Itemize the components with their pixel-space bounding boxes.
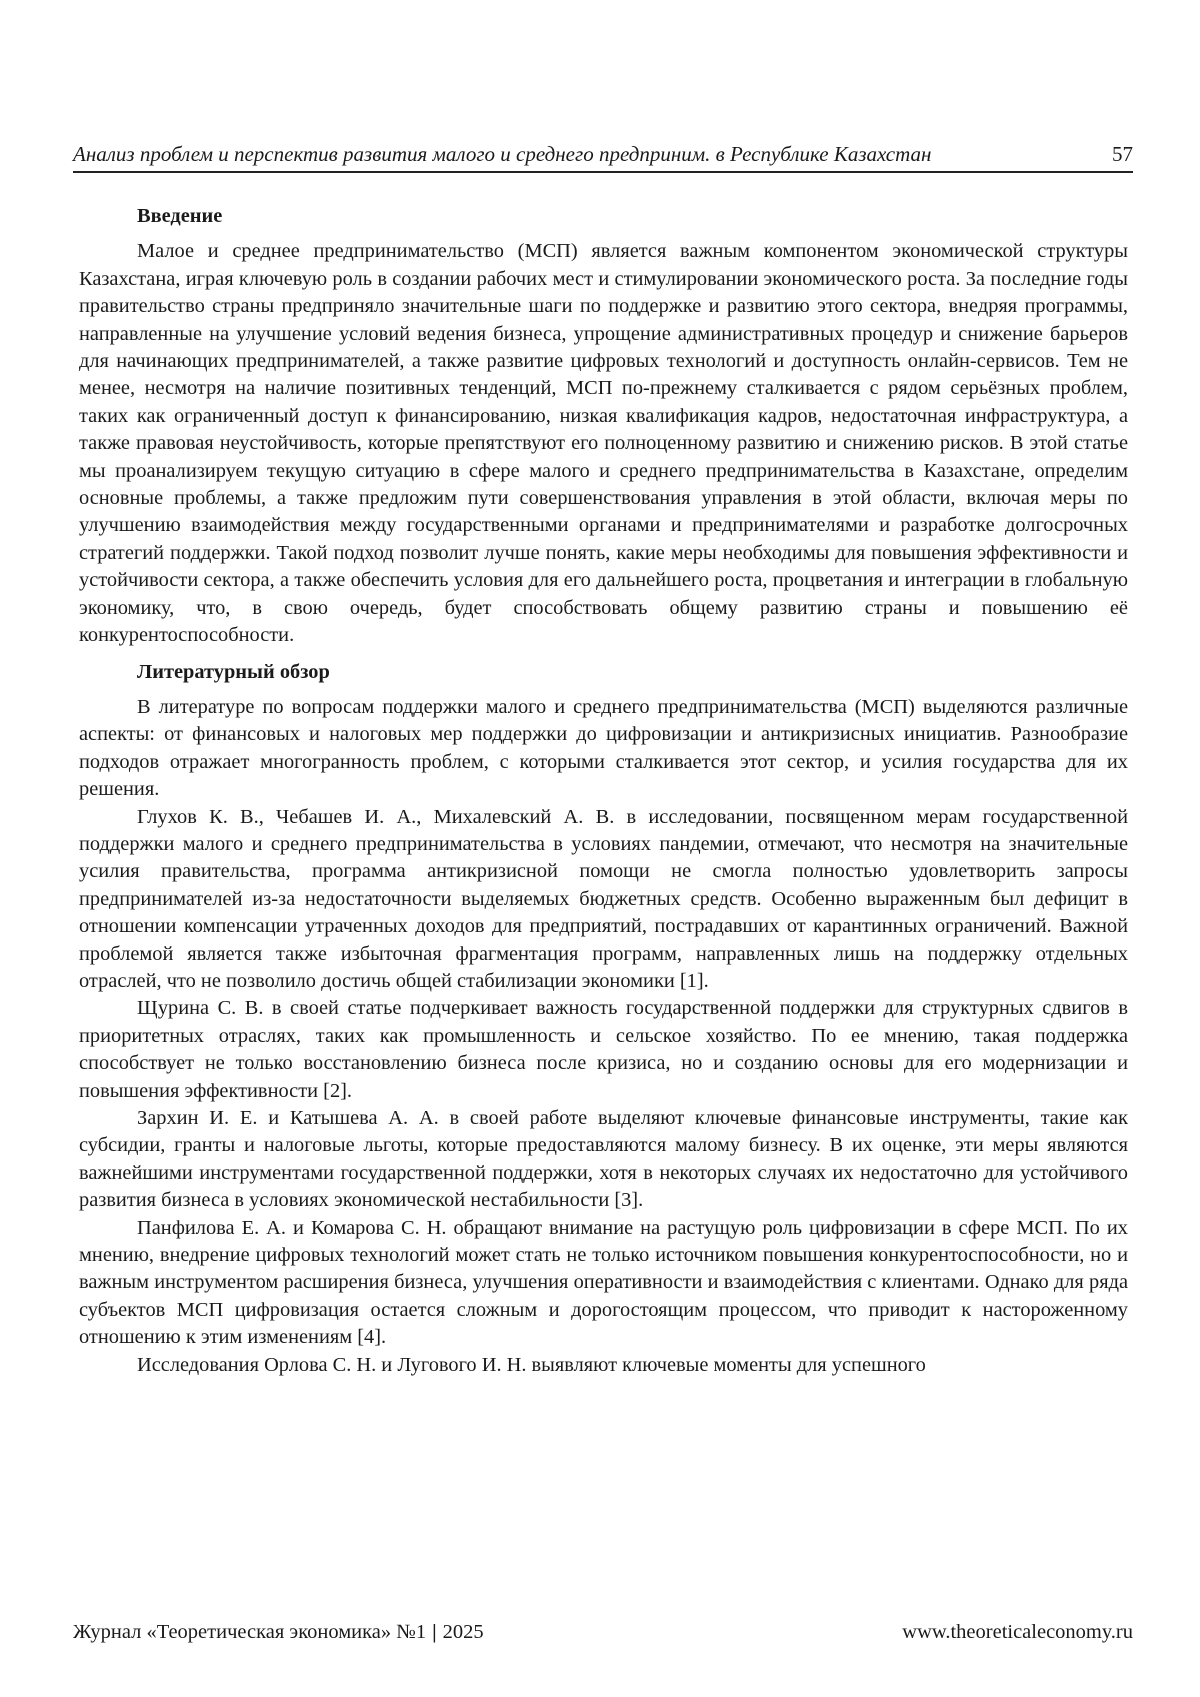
running-header xyxy=(73,141,1133,173)
journal-citation xyxy=(73,1619,484,1645)
paragraph: Панфилова Е. А. и Комарова С. Н. обращают внимание на растущую роль цифровизации в сфере МСП. По их мнению, внедрение цифровых технологий может стать не только источником повышения конкурентоспособности, но и важным инструментом расширения бизнеса, улучшения оперативности и взаимодействия с клиентами. Однако для ряда субъектов МСП цифровизация остается сложным и дорогостоящим процессом, что приводит к настороженному отношению к этим изменениям [4]. xyxy=(79,1215,1128,1352)
page-number: 57 xyxy=(1112,141,1133,167)
paragraph: В литературе по вопросам поддержки малого и среднего предпринимательства (МСП) выделяются различные аспекты: от финансовых и налоговых мер поддержки до цифровизации и антикризисных инициатив. Разнообразие подходов отражает многогранность проблем, с которыми сталкивается этот сектор, и усилия государства для их решения. xyxy=(79,694,1128,804)
page-footer xyxy=(73,1619,1133,1645)
paragraph: Исследования Орлова С. Н. и Лугового И. Н. выявляют ключевые моменты для успешного xyxy=(79,1352,1128,1379)
journal-year: 2025 xyxy=(443,1621,484,1643)
paragraph: Щурина С. В. в своей статье подчеркивает важность государственной поддержки для структурных сдвигов в приоритетных отраслях, таких как промышленность и сельское хозяйство. По ее мнению, такая поддержка способствует не только восстановлению бизнеса после кризиса, но и созданию основы для его модернизации и повышения эффективности [2]. xyxy=(79,995,1128,1105)
section-heading-literature-review: Литературный обзор xyxy=(79,659,1128,686)
article-body xyxy=(79,203,1128,1379)
footer-separator: | xyxy=(432,1621,437,1643)
running-title: Анализ проблем и перспектив развития малого и среднего предприним. в Республике Казахстан xyxy=(73,141,931,167)
section-heading-introduction: Введение xyxy=(79,203,1128,230)
journal-page xyxy=(0,0,1200,1697)
journal-website: www.theoreticaleconomy.ru xyxy=(902,1619,1133,1645)
paragraph: Глухов К. В., Чебашев И. А., Михалевский А. В. в исследовании, посвященном мерам государственной поддержки малого и среднего предпринимательства в условиях пандемии, отмечают, что несмотря на значительные усилия правительства, программа антикризисной помощи не смогла полностью удовлетворить запросы предпринимателей из-за недостаточности выделяемых бюджетных средств. Особенно выраженным был дефицит в отношении компенсации утраченных доходов для предприятий, пострадавших от карантинных ограничений. Важной проблемой является также избыточная фрагментация программ, направленных лишь на поддержку отдельных отраслей, что не позволило достичь общей стабилизации экономики [1]. xyxy=(79,804,1128,996)
paragraph: Малое и среднее предпринимательство (МСП) является важным компонентом экономической структуры Казахстана, играя ключевую роль в создании рабочих мест и стимулировании экономического роста. За последние годы правительство страны предприняло значительные шаги по поддержке и развитию этого сектора, внедряя программы, направленные на улучшение условий ведения бизнеса, упрощение административных процедур и снижение барьеров для начинающих предпринимателей, а также развитие цифровых технологий и доступность онлайн-сервисов. Тем не менее, несмотря на наличие позитивных тенденций, МСП по-прежнему сталкивается с рядом серьёзных проблем, таких как ограниченный доступ к финансированию, низкая квалификация кадров, недостаточная инфраструктура, а также правовая неустойчивость, которые препятствуют его полноценному развитию и снижению рисков. В этой статье мы проанализируем текущую ситуацию в сфере малого и среднего предпринимательства в Казахстане, определим основные проблемы, а также предложим пути совершенствования управления в этой области, включая меры по улучшению взаимодействия между государственными органами и предпринимателями и разработке долгосрочных стратегий поддержки. Такой подход позволит лучше понять, какие меры необходимы для повышения эффективности и устойчивости сектора, а также обеспечить условия для его дальнейшего роста, процветания и интеграции в глобальную экономику, что, в свою очередь, будет способствовать общему развитию страны и повышению её конкурентоспособности. xyxy=(79,238,1128,649)
paragraph: Зархин И. Е. и Катышева А. А. в своей работе выделяют ключевые финансовые инструменты, такие как субсидии, гранты и налоговые льготы, которые предоставляются малому бизнесу. В их оценке, эти меры являются важнейшими инструментами государственной поддержки, хотя в некоторых случаях их недостаточно для устойчивого развития бизнеса в условиях экономической нестабильности [3]. xyxy=(79,1105,1128,1215)
journal-name: Журнал «Теоретическая экономика» №1 xyxy=(73,1621,426,1643)
